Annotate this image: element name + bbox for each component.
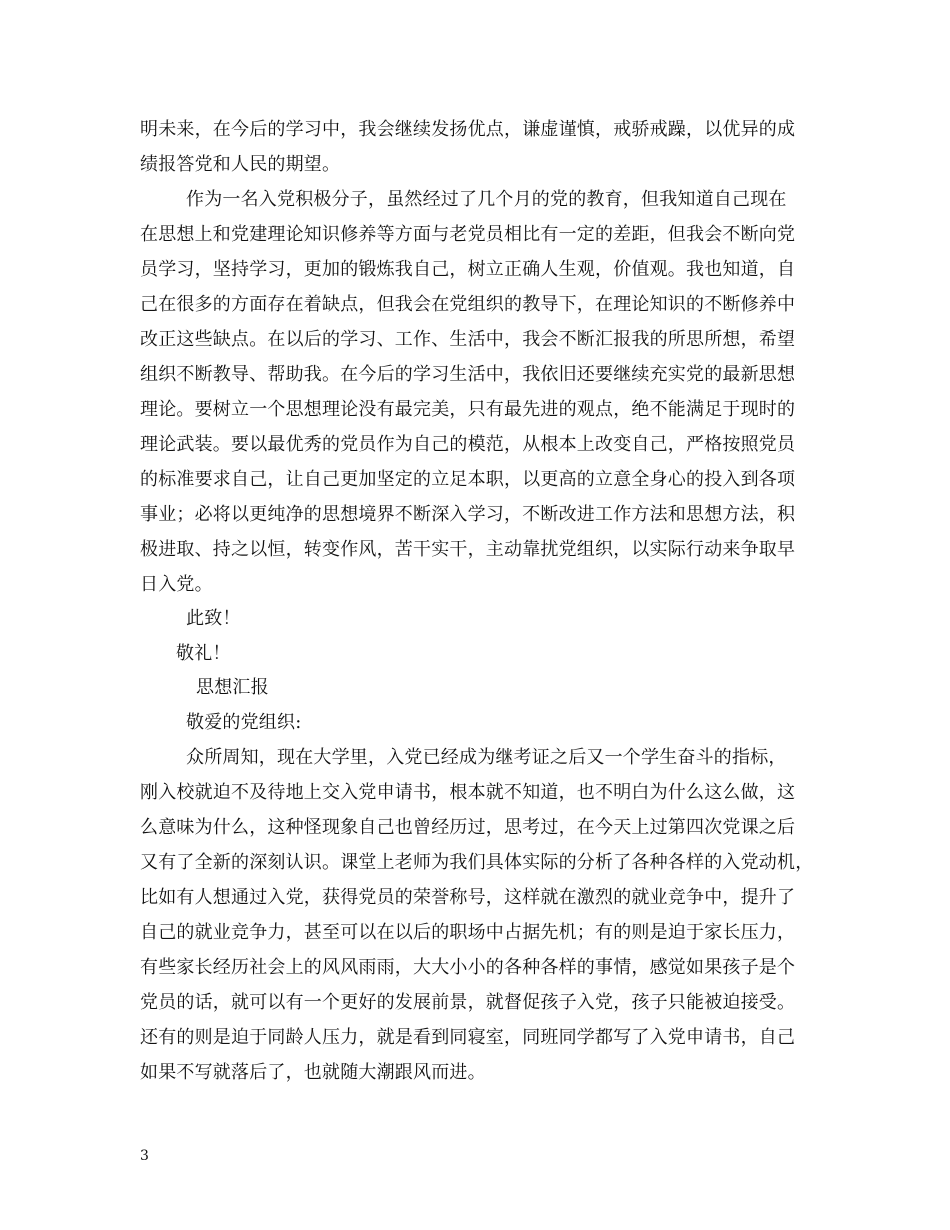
paragraph-line: 员学习，坚持学习，更加的锻炼我自己，树立正确人生观，价值观。我也知道，自 <box>140 259 796 280</box>
paragraph-line: 还有的则是迫于同龄人压力，就是看到同寝室，同班同学都写了入党申请书，自己 <box>140 1027 796 1048</box>
paragraph-line: 理论武装。要以最优秀的党员作为自己的模范，从根本上改变自己，严格按照党员 <box>140 434 796 455</box>
paragraph-line: 的标准要求自己，让自己更加坚定的立足本职，以更高的立意全身心的投入到各项 <box>140 469 796 490</box>
paragraph-line: 己在很多的方面存在着缺点，但我会在党组织的教导下，在理论知识的不断修养中 <box>140 294 796 315</box>
paragraph-line: 事业；必将以更纯净的思想境界不断深入学习，不断改进工作方法和思想方法，积 <box>140 504 796 525</box>
paragraph-line: 组织不断教导、帮助我。在今后的学习生活中，我依旧还要继续充实党的最新思想 <box>140 364 796 385</box>
paragraph-line: 刚入校就迫不及待地上交入党申请书，根本就不知道，也不明白为什么这么做，这 <box>140 782 796 803</box>
paragraph-line: 党员的话，就可以有一个更好的发展前景，就督促孩子入党，孩子只能被迫接受。 <box>140 992 796 1013</box>
paragraph-line: 改正这些缺点。在以后的学习、工作、生活中，我会不断汇报我的所思所想，希望 <box>140 329 796 350</box>
paragraph-line: 作为一名入党积极分子，虽然经过了几个月的党的教育，但我知道自己现在 <box>186 189 787 210</box>
paragraph-line: 自己的就业竞争力，甚至可以在以后的职场中占据先机；有的则是迫于家长压力， <box>140 922 796 943</box>
paragraph-line: 比如有人想通过入党，获得党员的荣誉称号，这样就在激烈的就业竞争中，提升了 <box>140 887 796 908</box>
paragraph-line: 如果不写就落后了，也就随大潮跟风而进。 <box>140 1062 486 1083</box>
paragraph-line: 明未来，在今后的学习中，我会继续发扬优点，谦虚谨慎，戒骄戒躁，以优异的成 <box>140 119 796 140</box>
paragraph-line: 又有了全新的深刻认识。课堂上老师为我们具体实际的分析了各种各样的入党动机， <box>140 852 814 873</box>
page-number: 3 <box>140 1148 149 1164</box>
paragraph-line: 日入党。 <box>140 574 213 595</box>
paragraph-line: 众所周知，现在大学里，入党已经成为继考证之后又一个学生奋斗的指标， <box>186 747 787 768</box>
paragraph-line: 么意味为什么，这种怪现象自己也曾经历过，思考过，在今天上过第四次党课之后 <box>140 817 796 838</box>
salutation: 敬爱的党组织: <box>186 712 302 733</box>
paragraph-line: 绩报答党和人民的期望。 <box>140 154 341 175</box>
paragraph-line: 极进取、持之以恒，转变作风，苦干实干，主动靠扰党组织，以实际行动来争取早 <box>140 539 796 560</box>
paragraph-line: 在思想上和党建理论知识修养等方面与老党员相比有一定的差距，但我会不断向党 <box>140 224 796 245</box>
closing-line: 此致！ <box>186 608 241 629</box>
closing-line: 敬礼！ <box>176 643 231 664</box>
paragraph-line: 理论。要树立一个思想理论没有最完美，只有最先进的观点，绝不能满足于现时的 <box>140 399 796 420</box>
paragraph-line: 有些家长经历社会上的风风雨雨，大大小小的各种各样的事情，感觉如果孩子是个 <box>140 957 796 978</box>
section-title: 思想汇报 <box>196 677 269 698</box>
